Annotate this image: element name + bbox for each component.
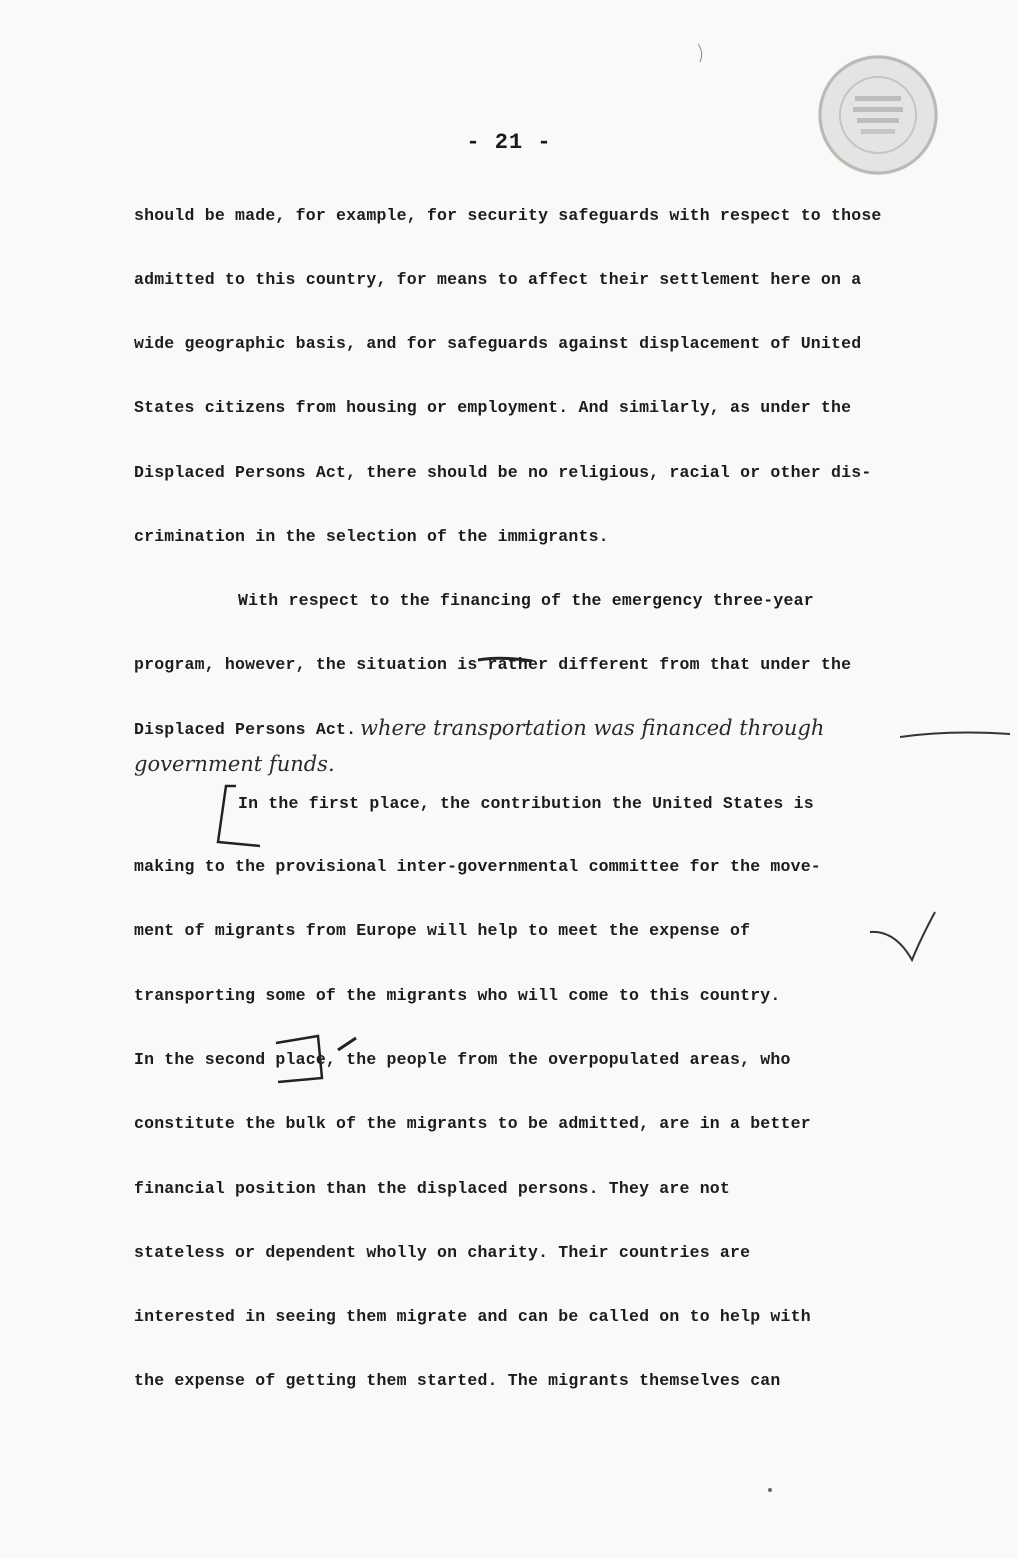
body-line-12: ment of migrants from Europe will help to meet the expense of (134, 921, 751, 940)
body-line-10: In the first place, the contribution the United States is (238, 794, 814, 813)
body-line-5: Displaced Persons Act, there should be no religious, racial or other dis- (134, 463, 872, 482)
body-line-9: Displaced Persons Act. (134, 720, 357, 739)
body-line-1: should be made, for example, for security safeguards with respect to those (134, 206, 882, 225)
page-number: - 21 - (466, 130, 552, 155)
body-line-19: the expense of getting them started. The migrants themselves can (134, 1371, 781, 1390)
body-line-6: crimination in the selection of the immigrants. (134, 527, 609, 546)
body-line-7: With respect to the financing of the emergency three-year (238, 591, 814, 610)
archive-stamp-icon (815, 52, 941, 178)
body-line-2: admitted to this country, for means to affect their settlement here on a (134, 270, 862, 289)
body-line-18: interested in seeing them migrate and can be called on to help with (134, 1307, 811, 1326)
body-line-4: States citizens from housing or employment. And similarly, as under the (134, 398, 852, 417)
body-line-17: stateless or dependent wholly on charity. Their countries are (134, 1243, 751, 1262)
body-line-3: wide geographic basis, and for safeguards against displacement of United (134, 334, 862, 353)
body-line-13: transporting some of the migrants who will come to this country. (134, 986, 781, 1005)
body-line-11: making to the provisional inter-governmental committee for the move- (134, 857, 821, 876)
insert-line-mark (900, 733, 1010, 737)
body-line-8: program, however, the situation is rather different from that under the (134, 655, 852, 674)
check-mark-icon (870, 912, 935, 960)
body-line-15: constitute the bulk of the migrants to be admitted, are in a better (134, 1114, 811, 1133)
body-line-16: financial position than the displaced persons. They are not (134, 1179, 730, 1198)
body-line-14: In the second place, the people from the overpopulated areas, who (134, 1050, 791, 1069)
handwritten-insert-2: government funds. (134, 752, 335, 776)
handwritten-insert-1: where transportation was financed through (360, 716, 825, 740)
